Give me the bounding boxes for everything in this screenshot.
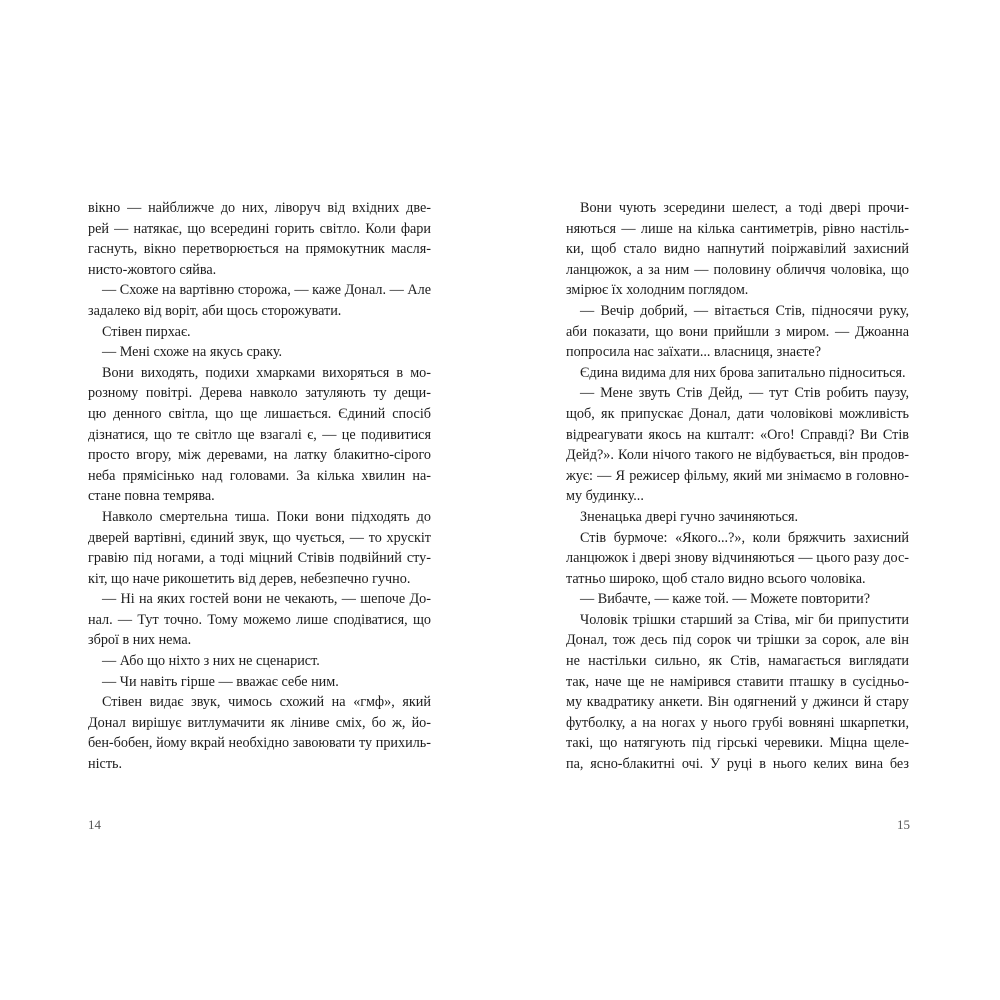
text-line: рей — натякає, що всередині горить світло. Коли фари [88,220,431,237]
text-line: стане повна темрява. [88,488,215,505]
text-line: му будинку... [566,488,644,505]
text-line: няються — лише на кілька сантиметрів, рівно настіль- [566,220,909,237]
text-line: — Мені схоже на якусь сраку. [102,344,283,361]
text-line: гаснуть, вікно перетворюється на прямокутник масля- [88,241,431,258]
text-line: футболку, а на ногах у нього грубі вовняні шкарпетки, [566,714,909,731]
text-line: па, ясно-блакитні очі. У руці в нього келих вина без [566,756,909,773]
left-page-text [88,198,431,775]
text-line: му квадратику анкети. Він одягнений у джинси й стару [566,694,909,711]
text-line: ланцюжок і двері знову відчиняються — цього разу дос- [566,550,909,567]
text-line: відреагувати якось на кшталт: «Ого! Справді? Ви Стів [566,426,909,443]
text-line: гравію під ногами, а тоді міцний Стівів подвійний сту- [88,550,431,567]
text-line: ланцюжок, а за ним — половину обличчя чоловіка, що [566,261,909,278]
text-line: Єдина видима для них брова запитально підноситься. [580,364,906,381]
text-line: неба прямісінько над головами. За кілька хвилин на- [88,467,431,484]
text-line: — Або що ніхто з них не сценарист. [102,653,320,670]
text-line: Вони виходять, подихи хмарками вихоряться в мо- [102,364,431,381]
text-line: не настільки сильно, як Стів, намагається виглядати [566,653,909,670]
text-line: Навколо смертельна тиша. Поки вони підходять до [102,508,431,525]
text-line: попросила нас заїхати... власниця, знаєте? [566,344,821,361]
text-line: Донал вирішує витлумачити як ліниве сміх, бо ж, йо- [88,714,431,731]
page-number-right: 15 [897,817,910,832]
text-line: жує: — Я режисер фільму, який ми знімаємо в головно- [566,467,909,484]
text-line: дізнатися, що те світло ще взагалі є, — це подивитися [88,426,431,443]
text-line: змірює їх холодним поглядом. [566,282,749,299]
page-number-left: 14 [88,817,101,832]
text-line: татньо широко, щоб стало видно всього чоловіка. [566,570,866,587]
text-line: нисто-жовтого сяйва. [88,261,217,278]
text-line: — Ні на яких гостей вони не чекають, — шепоче До- [102,591,431,608]
text-line: кіт, що наче рикошетить від дерев, небезпечно гучно. [88,570,411,587]
text-line: так, наче ще не намірився ставити пташку в сусідньо- [566,673,909,690]
text-line: Дейд?». Коли нічого такого не відбувається, він продов- [566,447,909,464]
text-line: Стівен видає звук, чимось схожий на «гмф», який [102,694,431,711]
text-line: ки, щоб стало видно напнутий поіржавілий захисний [566,241,909,258]
text-line: Чоловік трішки старший за Стіва, міг би припустити [580,611,909,628]
text-line: нал. — Тут точно. Тому можемо лише сподіватися, що [88,611,431,628]
text-line: — Схоже на вартівню сторожа, — каже Донал. — Але [102,282,431,299]
text-line: задалеко від воріт, аби щось сторожувати. [88,302,342,319]
text-line: — Чи навіть гірше — вважає себе ним. [102,673,339,690]
text-line: ність. [88,756,123,773]
text-line: просто вгору, між деревами, на латку блакитно-сірого [88,447,431,464]
text-line: Донал, тож десь під сорок чи трішки за сорок, але він [566,632,909,649]
text-line: цю денного світла, що ще лишається. Єдиний спосіб [88,405,431,422]
text-line: щоб, як припускає Донал, дати чоловікові можливість [566,405,909,422]
text-line: Стівен пирхає. [102,323,191,340]
text-line: Вони чують зсередини шелест, а тоді двері прочи- [580,200,909,216]
text-line: зброї в них нема. [88,632,192,649]
text-line: розному повітрі. Дерева навколо затуляють ту дещи- [88,385,431,402]
text-line: Зненацька двері гучно зачиняються. [580,508,799,525]
text-line: вікно — найближче до них, ліворуч від вхідних две- [88,200,431,216]
text-line: — Мене звуть Стів Дейд, — тут Стів робить паузу, [580,385,909,402]
text-line: дверей вартівні, єдиний звук, що чується, — то хрускіт [88,529,431,546]
text-line: аби показати, що вони прийшли з миром. — Джоанна [566,323,909,340]
text-line: — Вечір добрий, — вітається Стів, підносячи руку, [580,302,909,319]
text-line: бен-бобен, йому вкрай необхідно завоювати ту прихиль- [88,735,431,752]
right-page-text [566,198,909,775]
text-line: Стів бурмоче: «Якого...?», коли бряжчить захисний [580,529,909,546]
text-line: такі, що натягують під гірські черевики. Міцна щеле- [566,735,909,752]
text-line: — Вибачте, — каже той. — Можете повторити? [580,591,871,608]
